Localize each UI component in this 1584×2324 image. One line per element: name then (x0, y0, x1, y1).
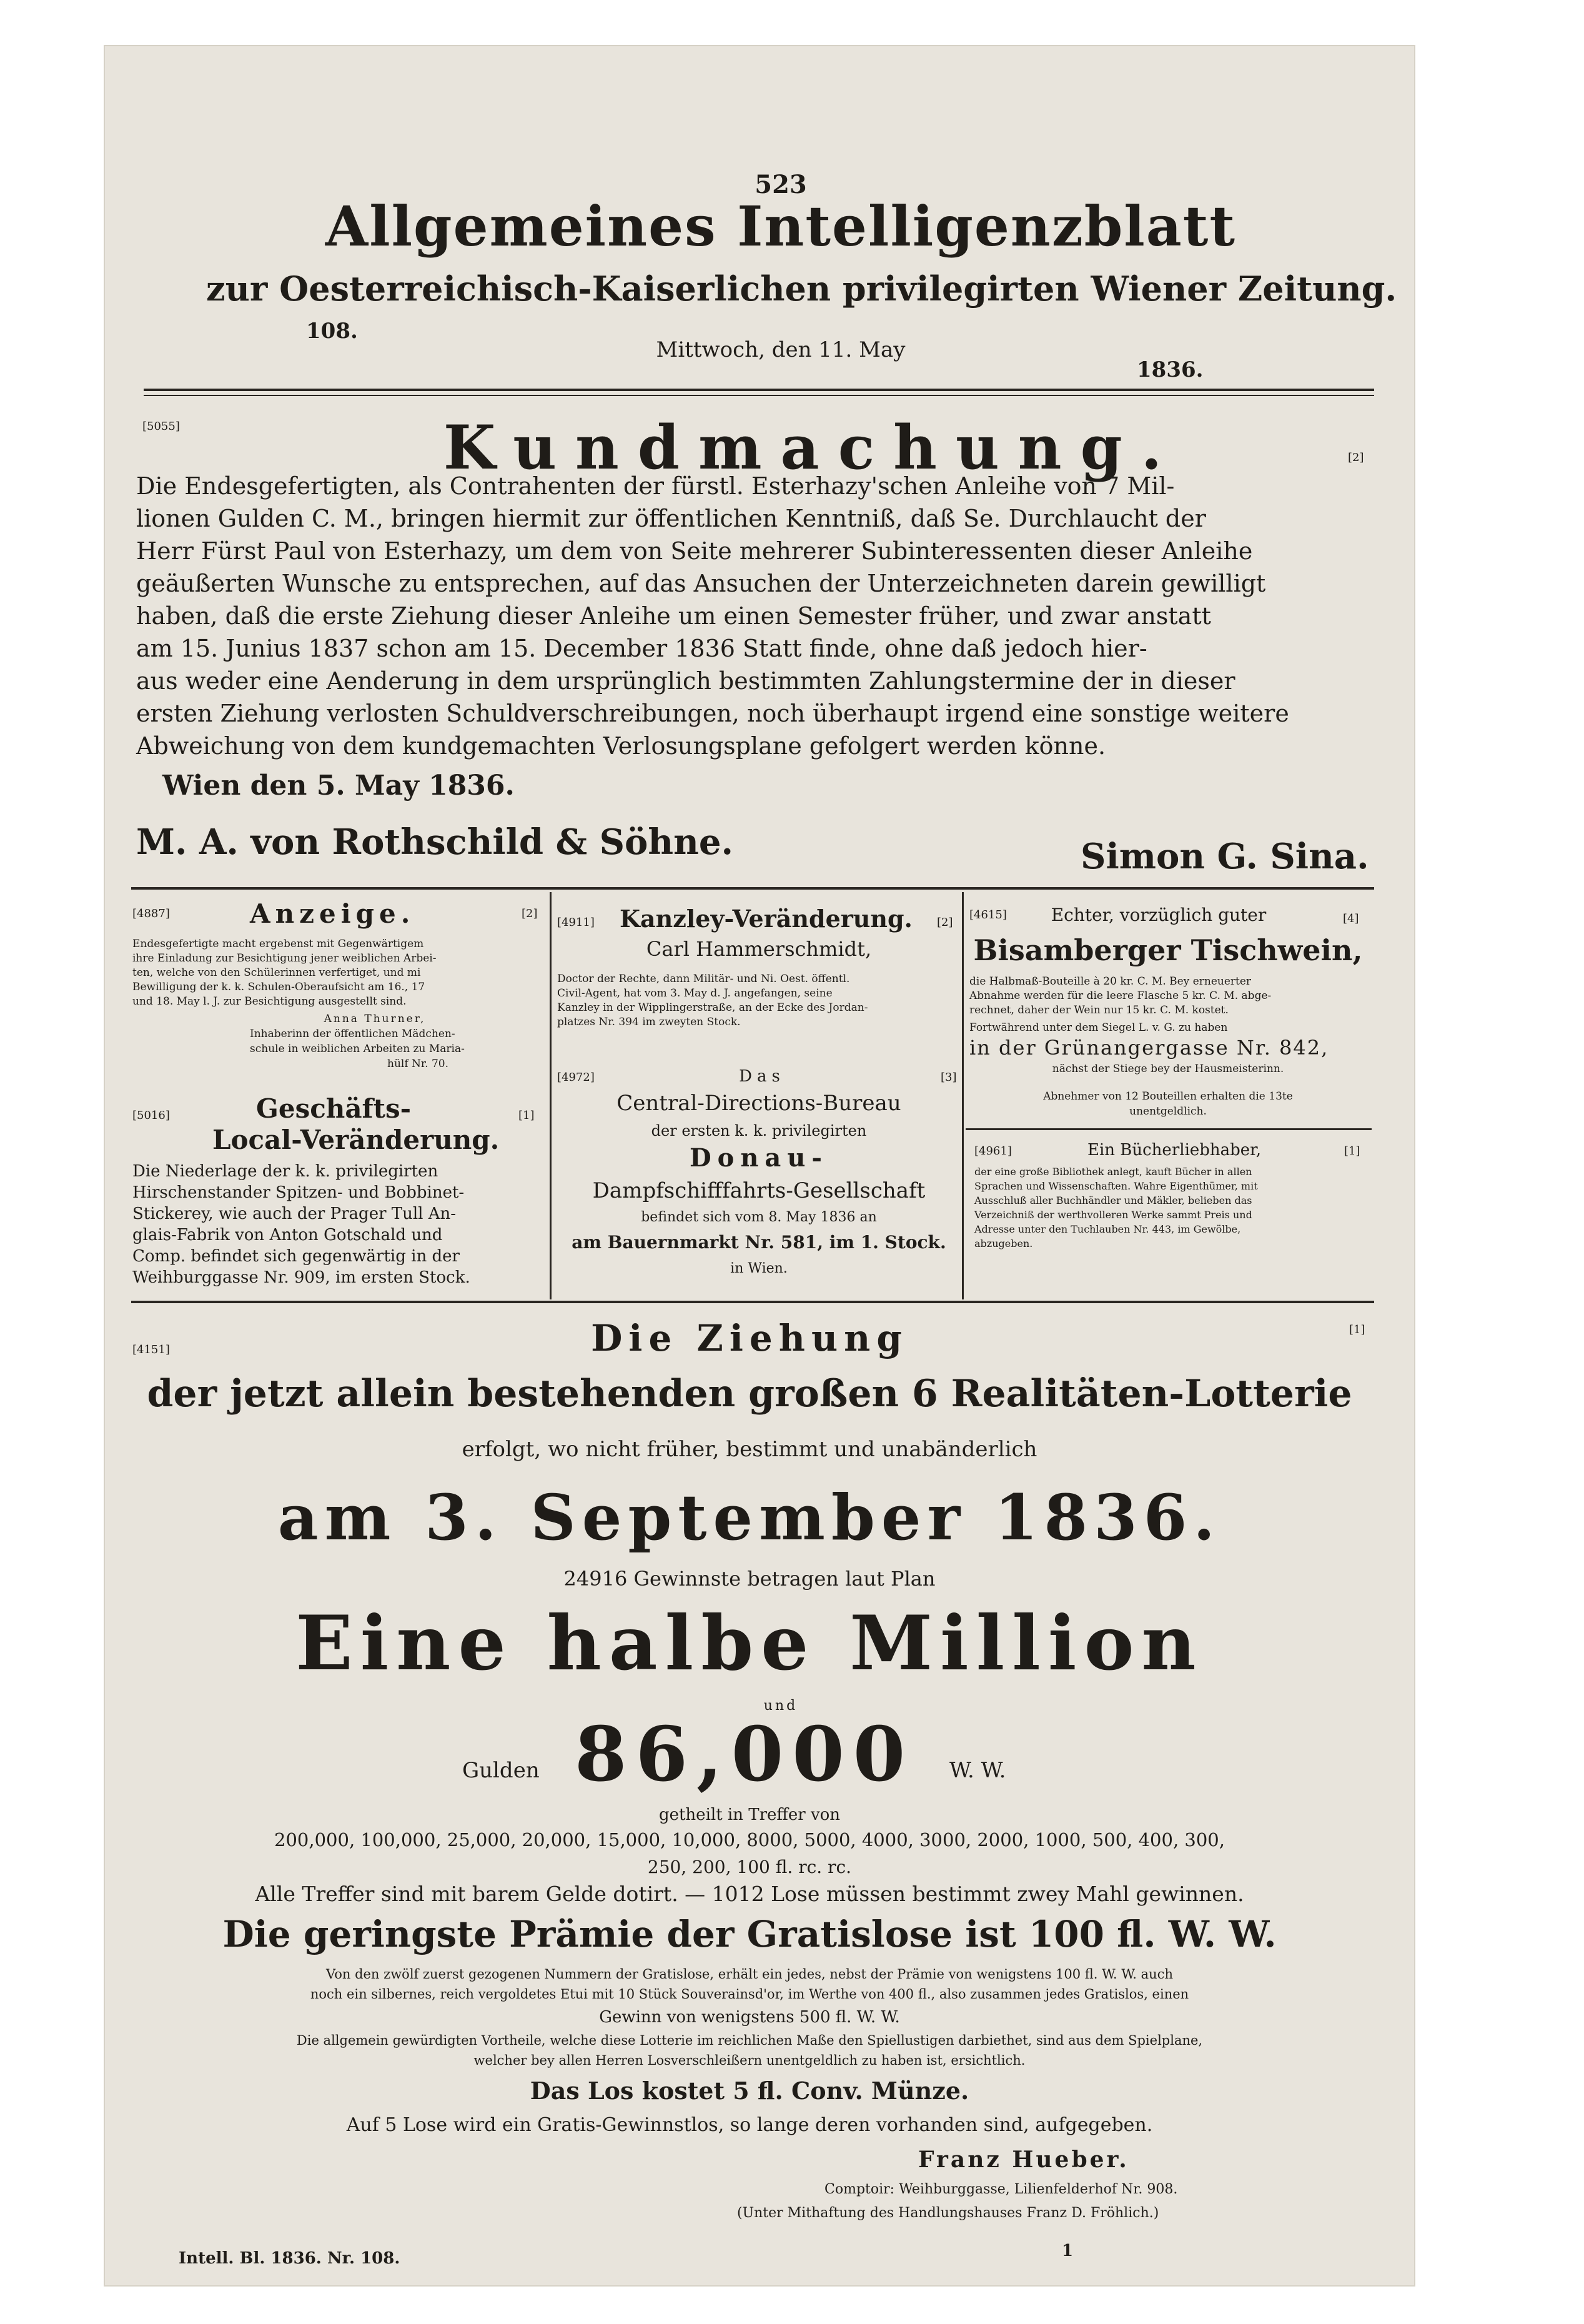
buecher-line: Adresse unter den Tuchlauben Nr. 443, im Gewölbe, (974, 1223, 1241, 1235)
kundmachung-line: ersten Ziehung verlosten Schuldverschreibungen, noch überhaupt irgend eine sonstige weitere (136, 700, 1289, 727)
lotterie-line-15: welcher bey allen Herren Losverschleißern unentgeldlich zu haben ist, ersichtlich. (473, 2053, 1026, 2068)
kanzley-line: platzes Nr. 394 im zweyten Stock. (557, 1016, 741, 1028)
lotterie-date: am 3. September 1836. (277, 1481, 1222, 1554)
anzeige-heading: Anzeige. (250, 898, 415, 929)
tischwein-pre: Echter, vorzüglich guter (1051, 905, 1267, 925)
lotterie-line-17: Auf 5 Lose wird ein Gratis-Gewinnstlos, so lange deren vorhanden sind, aufgegeben. (346, 2114, 1153, 2136)
anzeige-line: und 18. May l. J. zur Besichtigung ausgestellt sind. (132, 995, 407, 1008)
kundmachung-line: haben, daß die erste Ziehung dieser Anleihe um einen Semester früher, und zwar anstatt (136, 602, 1211, 630)
header-rule-thin (144, 395, 1374, 396)
lotterie-line-4: 24916 Gewinnste betragen laut Plan (563, 1567, 936, 1591)
kundmachung-ref: [5055] (142, 420, 180, 433)
donau-privilegirten: der ersten k. k. privilegirten (651, 1122, 867, 1140)
lotterie-gratislose: Die geringste Prämie der Gratislose ist 100 fl. W. W. (222, 1913, 1277, 1955)
donau-mark: [3] (941, 1071, 957, 1084)
geschaeft-line: glais-Fabrik von Anton Gotschald und (132, 1226, 443, 1244)
anzeige-role-1: Inhaberinn der öffentlichen Mädchen- (250, 1028, 455, 1040)
signature-rothschild: M. A. von Rothschild & Söhne. (136, 822, 733, 863)
issue-number: 108. (306, 319, 358, 344)
lotterie-ref: [4151] (132, 1343, 170, 1356)
tischwein-abnehmer: Abnehmer von 12 Bouteillen erhalten die 13te (1043, 1090, 1293, 1103)
kundmachung-line: Herr Fürst Paul von Esterhazy, um dem von Seite mehrerer Subinteressenten dieser Anleihe (136, 537, 1253, 565)
kanzley-mark: [2] (937, 916, 953, 929)
lotterie-line-6: getheilt in Treffer von (658, 1805, 841, 1824)
geschaeft-line: Comp. befindet sich gegenwärtig in der (132, 1247, 460, 1266)
anzeige-body (132, 937, 545, 1009)
buecher-line: der eine große Bibliothek anlegt, kauft Bücher in allen (974, 1166, 1252, 1178)
buecher-body (974, 1164, 1368, 1251)
geschaeft-line: Die Niederlage der k. k. privilegirten (132, 1162, 438, 1181)
kundmachung-line: Die Endesgefertigten, als Contrahenten der fürstl. Esterhazy'schen Anleihe von 7 Mil- (136, 472, 1175, 500)
header-rule (144, 389, 1374, 391)
tischwein-free: unentgeldlich. (1129, 1105, 1207, 1118)
kundmachung-line: lionen Gulden C. M., bringen hiermit zur öffentlichen Kenntniß, daß Se. Durchlaucht der (136, 505, 1206, 532)
geschaeft-heading-1: Geschäfts- (256, 1093, 412, 1124)
tischwein-stiege: nächst der Stiege bey der Hausmeisterinn. (1052, 1063, 1284, 1075)
geschaeft-line: Weihburggasse Nr. 909, im ersten Stock. (132, 1268, 470, 1287)
lotterie-mark: [1] (1349, 1323, 1365, 1336)
kundmachung-line: Abweichung von dem kundgemachten Verlosungsplane gefolgert werden könne. (136, 732, 1106, 760)
kanzley-ref: [4911] (557, 916, 595, 929)
kundmachung-line: am 15. Junius 1837 schon am 15. December 1836 Statt finde, ohne daß jedoch hier- (136, 635, 1147, 662)
kundmachung-place-date: Wien den 5. May 1836. (162, 770, 515, 802)
geschaeft-line: Hirschenstander Spitzen- und Bobbinet- (132, 1183, 465, 1202)
buecher-ref: [4961] (974, 1145, 1012, 1158)
kundmachung-mark: [2] (1348, 451, 1364, 464)
tischwein-ref: [4615] (969, 908, 1007, 921)
anzeige-role-3: hülf Nr. 70. (387, 1058, 449, 1070)
tischwein-heading: Bisamberger Tischwein, (973, 933, 1363, 967)
kanzley-name: Carl Hammerschmidt, (646, 937, 872, 961)
buecher-line: Sprachen und Wissenschaften. Wahre Eigenthümer, mit (974, 1180, 1258, 1192)
lotterie-treffer-list: 200,000, 100,000, 25,000, 20,000, 15,000, 10,000, 8000, 5000, 4000, 3000, 2000, 1000, 500, 400, 300, (274, 1829, 1225, 1850)
lotterie-heading: Die Ziehung (591, 1317, 908, 1359)
donau-city: in Wien. (730, 1261, 788, 1276)
geschaeft-heading-2: Local-Veränderung. (212, 1125, 500, 1155)
section-rule-2 (131, 1301, 1374, 1303)
issue-date: Mittwoch, den 11. May (656, 337, 906, 362)
buecher-heading: Ein Bücherliebhaber, (1087, 1141, 1262, 1160)
tischwein-line: Abnahme werden für die leere Flasche 5 kr. C. M. abge- (969, 990, 1272, 1002)
issue-year: 1836. (1137, 357, 1204, 382)
donau-address: am Bauernmarkt Nr. 581, im 1. Stock. (572, 1232, 946, 1253)
lotterie-line-13: Gewinn von wenigstens 500 fl. W. W. (599, 2008, 900, 2027)
section-rule (131, 887, 1374, 890)
footer-reference: Intell. Bl. 1836. Nr. 108. (179, 2249, 400, 2268)
lotterie-ww: W. W. (949, 1758, 1006, 1783)
lotterie-line-2: erfolgt, wo nicht früher, bestimmt und unabänderlich (462, 1437, 1037, 1462)
kundmachung-body (136, 470, 1385, 762)
lotterie-haftung: (Unter Mithaftung des Handlungshauses Franz D. Fröhlich.) (737, 2205, 1159, 2221)
kanzley-heading: Kanzley-Veränderung. (620, 905, 913, 933)
anzeige-line: Endesgefertigte macht ergebenst mit Gegenwärtigem (132, 938, 424, 950)
lotterie-signer: Franz Hueber. (918, 2147, 1129, 2173)
kundmachung-heading: Kundmachung. (443, 412, 1181, 483)
anzeige-line: Bewilligung der k. k. Schulen-Oberaufsicht am 16., 17 (132, 981, 425, 993)
anzeige-signer: Anna Thurner, (324, 1013, 426, 1025)
lotterie-line-9: Alle Treffer sind mit barem Gelde dotirt. — 1012 Lose müssen bestimmt zwey Mahl gewinnen. (255, 1882, 1244, 1906)
geschaeft-mark: [1] (518, 1109, 535, 1122)
lotterie-comptoir: Comptoir: Weihburggasse, Lilienfelderhof Nr. 908. (824, 2182, 1178, 2197)
kanzley-line: Civil-Agent, hat vom 3. May d. J. angefangen, seine (557, 987, 833, 1000)
lotterie-amount: 86,000 (575, 1711, 914, 1799)
anzeige-ref: [4887] (132, 907, 170, 920)
tischwein-line: rechnet, daher der Wein nur 15 kr. C. M. kostet. (969, 1004, 1229, 1016)
lotterie-line-12: noch ein silbernes, reich vergoldetes Etui mit 10 Stück Souverainsd'or, im Werthe von 400 fl., also zusammen jedes Gratislos, einen (310, 1987, 1189, 2002)
signature-sina: Simon G. Sina. (1081, 836, 1369, 877)
buecher-line: Ausschluß aller Buchhändler und Mäkler, belieben das (974, 1194, 1252, 1206)
geschaeft-line: Stickerey, wie auch der Prager Tull An- (132, 1204, 457, 1223)
kanzley-line: Doctor der Rechte, dann Militär- und Ni. Oest. öffentl. (557, 973, 850, 985)
lotterie-line-1: der jetzt allein bestehenden großen 6 Realitäten-Lotterie (147, 1372, 1352, 1416)
kanzley-body (557, 972, 957, 1030)
tischwein-mark: [4] (1343, 912, 1359, 925)
kanzley-line: Kanzley in der Wipplingerstraße, an der Ecke des Jordan- (557, 1001, 868, 1014)
lotterie-und: und (763, 1698, 798, 1714)
anzeige-line: ihre Einladung zur Besichtigung jener weiblichen Arbei- (132, 952, 437, 965)
lotterie-preis: Das Los kostet 5 fl. Conv. Münze. (530, 2077, 969, 2105)
tischwein-rule (966, 1128, 1372, 1130)
lotterie-halbe-million: Eine halbe Million (295, 1599, 1204, 1687)
geschaeft-body (132, 1161, 545, 1288)
donau-title: Donau- (689, 1143, 829, 1173)
masthead-title: Allgemeines Intelligenzblatt (325, 194, 1237, 259)
buecher-line: Verzeichniß der werthvolleren Werke sammt Preis und (974, 1209, 1252, 1221)
donau-bureau: Central-Directions-Bureau (616, 1091, 901, 1116)
column-divider-1 (550, 892, 552, 1299)
donau-gesellschaft: Dampfschifffahrts-Gesellschaft (592, 1178, 926, 1203)
anzeige-line: ten, welche von den Schülerinnen verfertiget, und mi (132, 966, 421, 979)
lotterie-line-11: Von den zwölf zuerst gezogenen Nummern der Gratislose, erhält ein jedes, nebst der Prämie von wenigstens 100 fl. W. W. auch (325, 1967, 1173, 1982)
kundmachung-line: aus weder eine Aenderung in dem ursprünglich bestimmten Zahlungstermine der in dieser (136, 667, 1235, 695)
footer-page: 1 (1062, 2242, 1074, 2260)
column-divider-2 (962, 892, 964, 1299)
donau-das: Das (739, 1067, 785, 1086)
kundmachung-line: geäußerten Wunsche zu entsprechen, auf das Ansuchen der Unterzeichneten darein gewilligt (136, 570, 1266, 597)
geschaeft-ref: [5016] (132, 1109, 170, 1122)
tischwein-siegel: Fortwährend unter dem Siegel L. v. G. zu haben (969, 1021, 1228, 1034)
lotterie-gulden: Gulden (462, 1758, 540, 1783)
anzeige-role-2: schule in weiblichen Arbeiten zu Maria- (250, 1043, 465, 1055)
lotterie-treffer-rest: 250, 200, 100 fl. rc. rc. (647, 1857, 852, 1877)
tischwein-line: die Halbmaß-Bouteille à 20 kr. C. M. Bey erneuerter (969, 975, 1252, 988)
masthead-subtitle: zur Oesterreichisch-Kaiserlichen privilegirten Wiener Zeitung. (206, 269, 1397, 309)
buecher-mark: [1] (1344, 1145, 1360, 1158)
tischwein-address: in der Grünangergasse Nr. 842, (969, 1036, 1329, 1060)
buecher-line: abzugeben. (974, 1238, 1033, 1249)
page-number: 523 (755, 170, 807, 199)
donau-befindet: befindet sich vom 8. May 1836 an (641, 1209, 877, 1225)
lotterie-line-14: Die allgemein gewürdigten Vortheile, welche diese Lotterie im reichlichen Maße den Spiellustigen darbiethet, sind aus dem Spielplane, (296, 2033, 1203, 2048)
tischwein-body (969, 975, 1369, 1018)
anzeige-mark: [2] (522, 907, 538, 920)
donau-ref: [4972] (557, 1071, 595, 1084)
